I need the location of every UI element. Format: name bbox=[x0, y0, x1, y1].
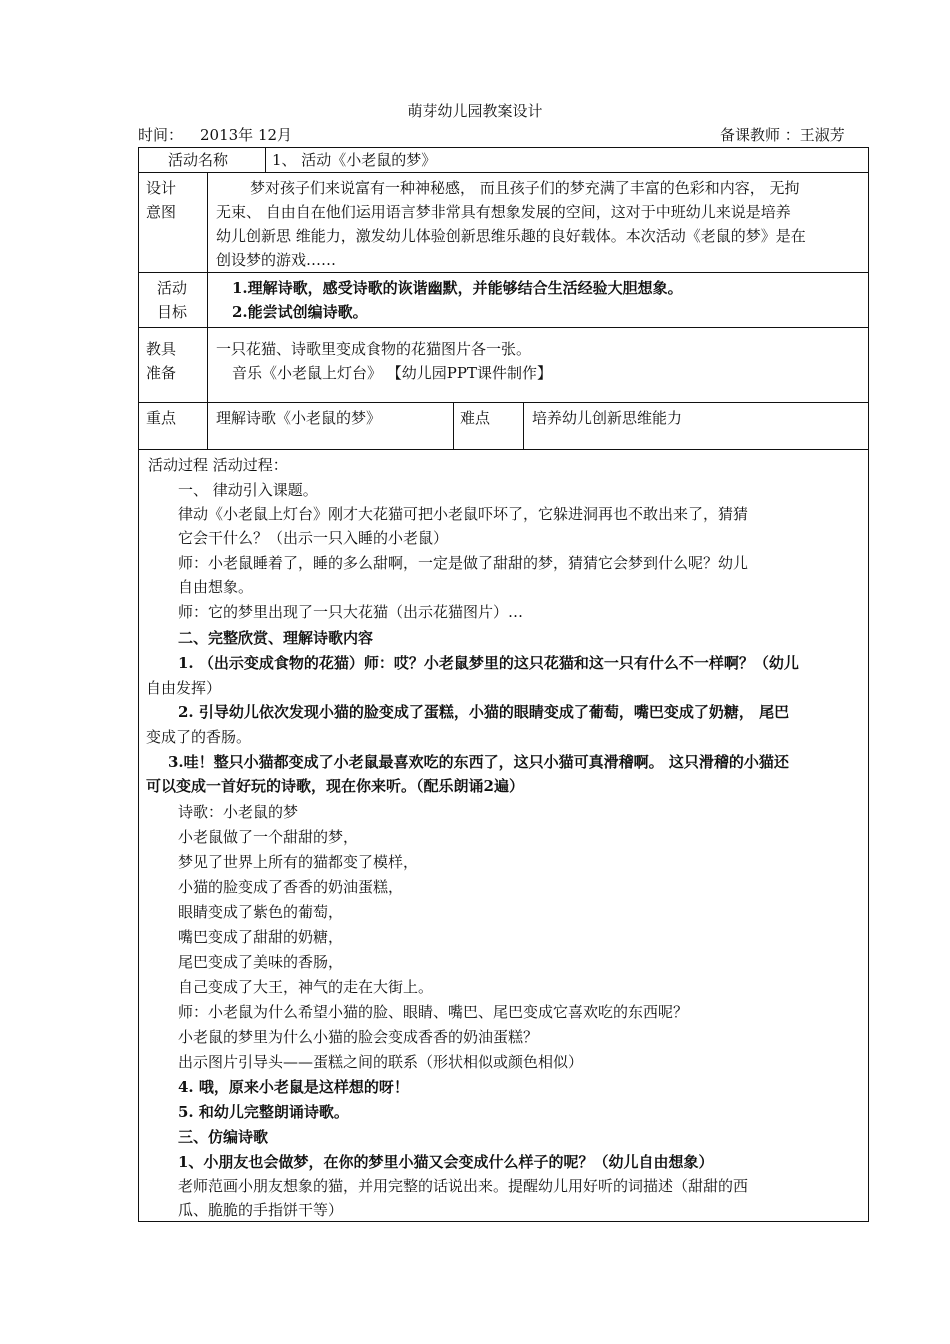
poem-line: 梦见了世界上所有的猫都变了模样， bbox=[178, 853, 419, 871]
goal-label-1: 活动 bbox=[157, 279, 188, 297]
teacher-name: 备课教师 ：王淑芳 bbox=[720, 126, 845, 144]
design-text-line: 创设梦的游戏…… bbox=[216, 251, 337, 269]
process-line: 师：小老鼠睡着了，睡的多么甜啊，一定是做了甜甜的梦，猜猜它会梦到什么呢？幼儿 bbox=[178, 554, 749, 572]
process-line: 它会干什么？（出示一只入睡的小老鼠） bbox=[178, 529, 449, 547]
time-label: 时间： bbox=[138, 126, 184, 144]
difficulty-label: 难点 bbox=[460, 409, 491, 427]
design-label-2: 意图 bbox=[146, 203, 177, 221]
goal-text-line: 1.理解诗歌，感受诗歌的诙谐幽默，并能够结合生活经验大胆想象。 bbox=[232, 279, 683, 297]
process-heading: 活动过程 活动过程： bbox=[148, 456, 288, 474]
process-line: 变成了的香肠。 bbox=[146, 728, 252, 746]
activity-name-value: 1、 活动《小老鼠的梦》 bbox=[272, 151, 437, 169]
poem-line: 尾巴变成了美味的香肠， bbox=[178, 953, 344, 971]
process-line: 2. 引导幼儿依次发现小猫的脸变成了蛋糕，小猫的眼睛变成了葡萄，嘴巴变成了奶糖， 尾巴 bbox=[178, 703, 790, 721]
poem-line: 眼睛变成了紫色的葡萄， bbox=[178, 903, 344, 921]
process-line: 1、小朋友也会做梦，在你的梦里小猫又会变成什么样子的呢？（幼儿自由想象） bbox=[178, 1153, 714, 1171]
prep-text-line: 一只花猫、诗歌里变成食物的花猫图片各一张。 bbox=[216, 340, 532, 358]
poem-line: 自己变成了大王，神气的走在大街上。 bbox=[178, 978, 434, 996]
process-line: 出示图片引导头——蛋糕之间的联系（形状相似或颜色相似） bbox=[178, 1053, 584, 1071]
process-line: 一、 律动引入课题。 bbox=[178, 481, 318, 499]
goal-text-line: 2.能尝试创编诗歌。 bbox=[232, 303, 368, 321]
process-line: 小老鼠的梦里为什么小猫的脸会变成香香的奶油蛋糕？ bbox=[178, 1028, 539, 1046]
process-line: 老师范画小朋友想象的猫，并用完整的话说出来。提醒幼儿用好听的词描述（甜甜的西 bbox=[178, 1177, 749, 1195]
poem-line: 嘴巴变成了甜甜的奶糖， bbox=[178, 928, 344, 946]
poem-line: 小猫的脸变成了香香的奶油蛋糕， bbox=[178, 878, 404, 896]
time-value: 2013年 12月 bbox=[200, 126, 293, 144]
process-line: 5. 和幼儿完整朗诵诗歌。 bbox=[178, 1103, 349, 1121]
process-line: 师：它的梦里出现了一只大花猫（出示花猫图片）… bbox=[178, 603, 524, 621]
key-point-value: 理解诗歌《小老鼠的梦》 bbox=[216, 409, 382, 427]
prep-label-2: 准备 bbox=[146, 364, 177, 382]
prep-text-line: 音乐《小老鼠上灯台》 【幼儿园PPT课件制作】 bbox=[232, 364, 552, 382]
process-line: 1. （出示变成食物的花猫）师：哎？小老鼠梦里的这只花猫和这一只有什么不一样啊？（幼儿 bbox=[178, 654, 799, 672]
poem-title: 诗歌：小老鼠的梦 bbox=[178, 803, 299, 821]
design-text-line: 梦对孩子们来说富有一种神秘感， 而且孩子们的梦充满了丰富的色彩和内容， 无拘 bbox=[250, 179, 800, 197]
difficulty-value: 培养幼儿创新思维能力 bbox=[532, 409, 683, 427]
process-line: 自由想象。 bbox=[178, 578, 254, 596]
process-line: 可以变成一首好玩的诗歌，现在你来听。（配乐朗诵2遍） bbox=[146, 777, 524, 795]
poem-line: 小老鼠做了一个甜甜的梦， bbox=[178, 828, 359, 846]
process-line: 师：小老鼠为什么希望小猫的脸、眼睛、嘴巴、尾巴变成它喜欢吃的东西呢？ bbox=[178, 1003, 689, 1021]
process-line: 3.哇！整只小猫都变成了小老鼠最喜欢吃的东西了，这只小猫可真滑稽啊。 这只滑稽的小猫还 bbox=[168, 753, 789, 771]
key-point-label: 重点 bbox=[146, 409, 177, 427]
process-line: 自由发挥） bbox=[146, 679, 222, 697]
design-text-line: 幼儿创新思 维能力，激发幼儿体验创新思维乐趣的良好载体。本次活动《老鼠的梦》是在 bbox=[216, 227, 806, 245]
goal-label-2: 目标 bbox=[157, 303, 188, 321]
process-line: 三、仿编诗歌 bbox=[178, 1128, 269, 1146]
activity-name-label: 活动名称 bbox=[168, 151, 229, 169]
process-line: 4. 哦，原来小老鼠是这样想的呀！ bbox=[178, 1078, 409, 1096]
process-line: 二、完整欣赏、理解诗歌内容 bbox=[178, 629, 374, 647]
process-line: 律动《小老鼠上灯台》刚才大花猫可把小老鼠吓坏了，它躲进洞再也不敢出来了，猜猜 bbox=[178, 505, 749, 523]
design-text-line: 无束、 自由自在他们运用语言梦非常具有想象发展的空间，这对于中班幼儿来说是培养 bbox=[216, 203, 791, 221]
document-title: 萌芽幼儿园教案设计 bbox=[407, 102, 543, 120]
process-line: 瓜、脆脆的手指饼干等） bbox=[178, 1201, 344, 1219]
prep-label-1: 教具 bbox=[146, 340, 177, 358]
design-label-1: 设计 bbox=[146, 179, 177, 197]
